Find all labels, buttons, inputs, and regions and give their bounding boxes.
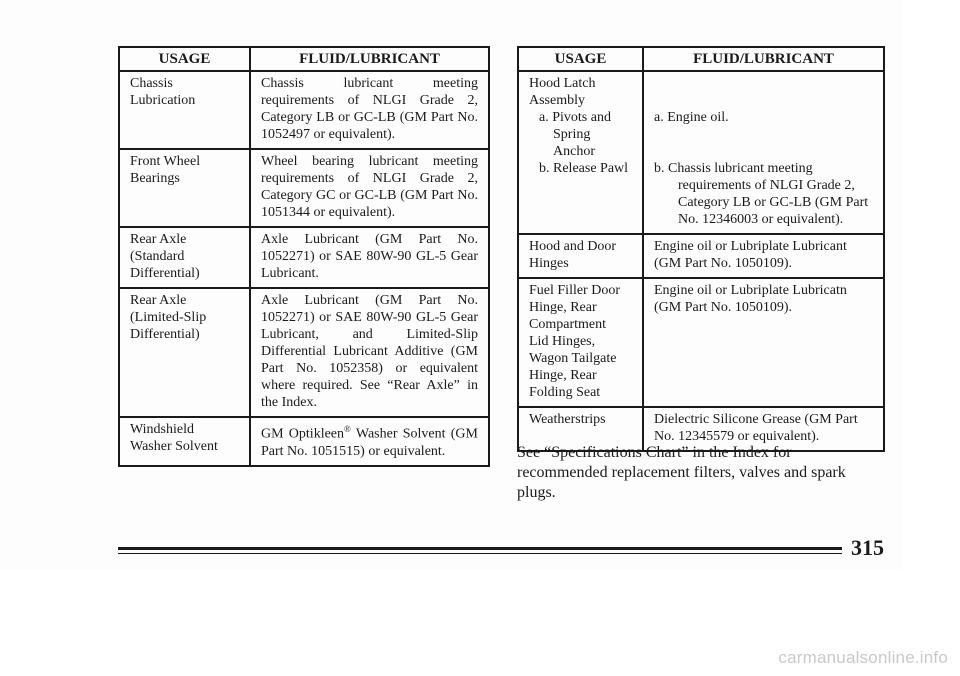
usage-cell: Front Wheel Bearings: [119, 149, 250, 227]
usage-cell: Hood and Door Hinges: [518, 234, 643, 278]
table-row: [119, 288, 489, 417]
left-fluid-table: [118, 46, 490, 467]
footer-rule: [118, 547, 842, 550]
usage-header: USAGE: [518, 47, 643, 71]
registered-mark: ®: [344, 424, 351, 434]
lubricant-cell: Wheel bearing lubricant meeting requirements of NLGI Grade 2, Category GC or GC-LB (GM Part No. 1051344 or equivalent).: [250, 149, 489, 227]
usage-cell: Weatherstrips: [518, 407, 643, 451]
lubricant-cell: Axle Lubricant (GM Part No. 1052271) or SAE 80W-90 GL-5 Gear Lubricant, and Limited-Slip Differential Lubricant Additive (GM Part No. 1052358) or equivalent where required. See “Rear Axle” in the Index.: [250, 288, 489, 417]
fluid-header: FLUID/LUBRICANT: [250, 47, 489, 71]
usage-cell: Windshield Washer Solvent: [119, 417, 250, 466]
table-row: [518, 71, 884, 234]
table-header-row: [119, 47, 489, 71]
footer-rule-thin: [118, 553, 842, 554]
lubricant-cell: Engine oil or Lubriplate Lubricatn (GM Part No. 1050109).: [643, 278, 884, 407]
usage-cell: Fuel Filler Door Hinge, Rear Compartment Lid Hinges, Wagon Tailgate Hinge, Rear Folding Seat: [518, 278, 643, 407]
lubricant-cell: Chassis lubricant meeting requirements of NLGI Grade 2, Category LB or GC-LB (GM Part No. 1052497 or equivalent).: [250, 71, 489, 149]
table-row: [518, 234, 884, 278]
watermark: carmanualsonline.info: [778, 648, 948, 667]
table-row: [119, 417, 489, 466]
lubricant-cell: Axle Lubricant (GM Part No. 1052271) or SAE 80W-90 GL-5 Gear Lubricant.: [250, 227, 489, 288]
page-number: 315: [851, 535, 884, 560]
lubricant-cell: a. Engine oil. b. Chassis lubricant meeting requirements of NLGI Grade 2, Category LB or GC-LB (GM Part No. 12346003 or equivalent).: [643, 71, 884, 234]
usage-cell: Rear Axle (Standard Differential): [119, 227, 250, 288]
table-row: [119, 71, 489, 149]
table-row: [518, 278, 884, 407]
table-row: [119, 227, 489, 288]
right-fluid-table: [517, 46, 885, 452]
usage-cell: Rear Axle (Limited-Slip Differential): [119, 288, 250, 417]
lubricant-cell: GM Optikleen® Washer Solvent (GM Part No. 1051515) or equivalent.: [250, 417, 489, 466]
usage-header: USAGE: [119, 47, 250, 71]
fluid-header: FLUID/LUBRICANT: [643, 47, 884, 71]
table-row: [119, 149, 489, 227]
usage-cell: Chassis Lubrication: [119, 71, 250, 149]
specifications-note: See “Specifications Chart” in the Index for recommended replacement filters, valves and spark plugs.: [517, 444, 846, 501]
table-header-row: [518, 47, 884, 71]
lubricant-cell: Dielectric Silicone Grease (GM Part No. 12345579 or equivalent).: [643, 407, 884, 451]
lubricant-cell: Engine oil or Lubriplate Lubricant (GM Part No. 1050109).: [643, 234, 884, 278]
usage-cell: Hood Latch Assembly a. Pivots and Spring Anchor b. Release Pawl: [518, 71, 643, 234]
